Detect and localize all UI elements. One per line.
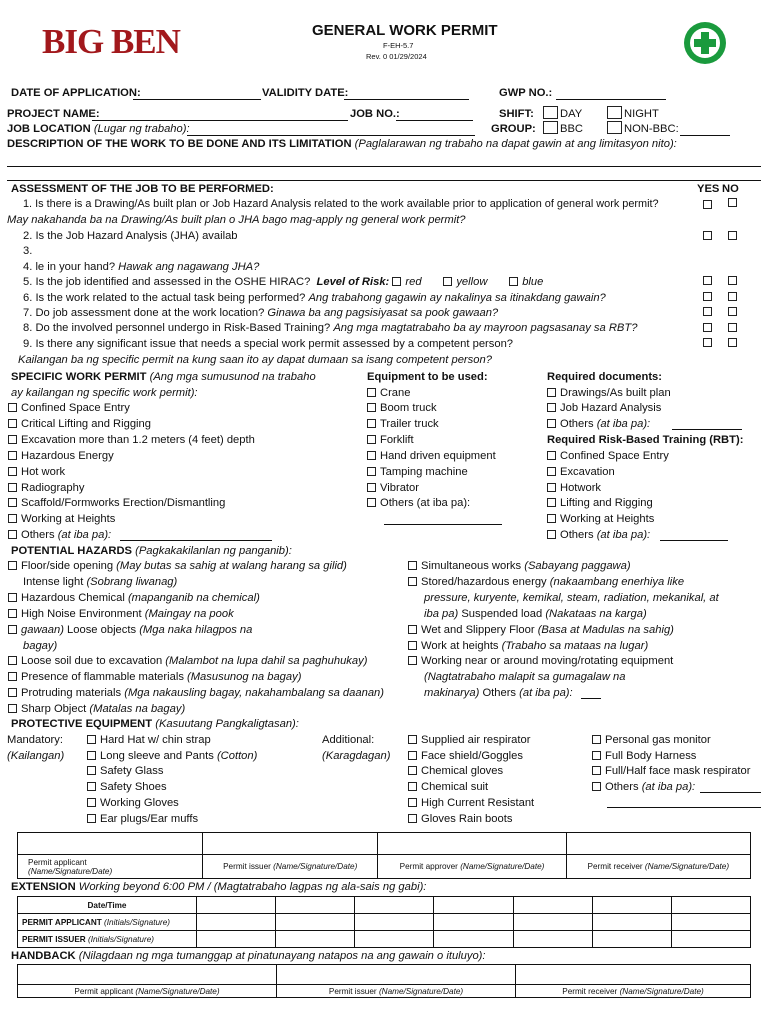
checkbox[interactable] [408,656,417,665]
checkbox[interactable] [408,766,417,775]
risk-yellow-checkbox[interactable] [443,277,452,286]
risk-red-checkbox[interactable] [392,277,401,286]
hazard-item[interactable]: Simultaneous works (Sabayang paggawa) [408,560,631,573]
extension-cell[interactable] [592,931,671,948]
extension-cell[interactable] [513,931,592,948]
hazard-item[interactable]: Wet and Slippery Floor (Basa at Madulas na sahig) [408,624,674,637]
checkbox[interactable] [408,782,417,791]
description-input[interactable] [7,166,761,167]
additional-label: Additional: [322,734,375,746]
q8-yes-checkbox[interactable] [703,323,712,332]
rbt-item[interactable]: Working at Heights [547,513,654,526]
extension-applicant-label: PERMIT APPLICANT (Initials/Signature) [18,914,197,931]
question-9: 9. Is there any significant issue that needs a special work permit assessed by a competent person? [23,338,514,350]
checkbox[interactable] [367,403,376,412]
ppe-additional-item[interactable]: Supplied air respirator [408,734,530,747]
question-6: 6. Is the work related to the actual task being performed? Ang trabahong gagawin ay nakalinya sa itinakdang gawain? [23,292,606,304]
extension-table [17,896,751,948]
checkbox[interactable] [8,561,17,570]
checkbox[interactable] [367,498,376,507]
ppe-additional-item[interactable]: Gloves Rain boots [408,813,512,826]
rbt-item[interactable]: Excavation [547,466,615,479]
validity-date-input[interactable] [344,99,469,100]
permit-receiver-label: Permit receiver (Name/Signature/Date) [566,855,750,879]
q8-no-checkbox[interactable] [728,323,737,332]
q5-yes-checkbox[interactable] [703,276,712,285]
extension-cell[interactable] [434,931,513,948]
safety-badge-icon [684,22,726,64]
ppe-title: PROTECTIVE EQUIPMENT (Kasuutang Pangkaligtasan): [11,718,299,730]
gwp-no-input[interactable] [556,99,666,100]
project-name-label: PROJECT NAME: [7,108,100,120]
group-nonbbc-input[interactable] [680,135,730,136]
checkbox[interactable] [547,530,556,539]
checkbox[interactable] [607,121,622,134]
handback-issuer-label: Permit issuer (Name/Signature/Date) [277,985,516,998]
rbt-item[interactable]: Lifting and Rigging [547,497,653,510]
equipment-item[interactable]: Trailer truck [367,418,439,431]
group-nonbbc-label: NON-BBC: [624,123,679,135]
company-logo [42,22,180,62]
q9-yes-checkbox[interactable] [703,338,712,347]
checkbox[interactable] [8,593,17,602]
hazard-item-cont: bagay) [23,640,58,652]
checkbox[interactable] [547,419,556,428]
equipment-others-input[interactable] [384,524,502,525]
extension-cell[interactable] [513,897,592,914]
checkbox[interactable] [408,577,417,586]
hazard-item-cont: Intense light (Sobrang liwanag) [23,576,178,588]
extension-cell[interactable] [355,931,434,948]
checkbox[interactable] [8,609,17,618]
shift-day-option[interactable] [543,106,582,121]
job-location-label: JOB LOCATION (Lugar ng trabaho): [7,123,190,135]
required-docs-title: Required documents: [547,371,662,383]
checkbox[interactable] [8,403,17,412]
hazard-item[interactable]: Working near or around moving/rotating equipment [408,655,673,668]
checkbox[interactable] [8,498,17,507]
checkbox[interactable] [408,814,417,823]
hazard-item[interactable]: Loose soil due to excavation (Malambot na lupa dahil sa paghuhukay) [8,655,367,668]
checkbox[interactable] [367,467,376,476]
specific-permit-others[interactable]: Others (at iba pa): [8,529,111,542]
ppe-mandatory-item[interactable]: Safety Shoes [87,781,167,794]
q6-no-checkbox[interactable] [728,292,737,301]
question-8: 8. Do the involved personnel undergo in Risk-Based Training? Ang mga magtatrabaho ba ay mayroon pagsasanay sa RBT? [23,322,638,334]
hazard-item[interactable]: Work at heights (Trabaho sa mataas na lugar) [408,640,648,653]
ppe-additional-item[interactable]: Chemical gloves [408,765,503,778]
signature-cell[interactable] [203,833,378,855]
rbt-item[interactable]: Hotwork [547,482,601,495]
ppe-mandatory-item[interactable]: Ear plugs/Ear muffs [87,813,198,826]
required-doc-item[interactable]: Job Hazard Analysis [547,402,661,415]
signature-cell[interactable] [18,833,203,855]
ppe-others-input-2[interactable] [607,807,761,808]
description-label: DESCRIPTION OF THE WORK TO BE DONE AND ITS LIMITATION (Paglalarawan ng trabaho na dapat gawin at ang limitasyon nito): [7,138,677,150]
hazard-item[interactable]: Protruding materials (Mga nakausling bagay, nakahambalang sa daanan) [8,687,384,700]
checkbox[interactable] [367,388,376,397]
ppe-mandatory-item[interactable]: Working Gloves [87,797,179,810]
checkbox[interactable] [547,451,556,460]
q2-yes-checkbox[interactable] [703,231,712,240]
ppe-mandatory-item[interactable]: Safety Glass [87,765,163,778]
q2-no-checkbox[interactable] [728,231,737,240]
job-no-input[interactable] [396,120,473,121]
hazard-item[interactable]: Floor/side opening (May butas sa sahig at walang harang sa gilid) [8,560,347,573]
checkbox[interactable] [547,403,556,412]
question-3: 3. [23,245,33,257]
checkbox[interactable] [408,735,417,744]
permit-issuer-label: Permit issuer (Name/Signature/Date) [203,855,378,879]
rbt-others[interactable]: Others (at iba pa): [547,529,650,542]
extension-cell[interactable] [671,897,750,914]
q6-yes-checkbox[interactable] [703,292,712,301]
handback-cell[interactable] [18,965,277,985]
form-title: GENERAL WORK PERMIT [312,22,498,39]
specific-permit-item[interactable]: Working at Heights [8,513,115,526]
equipment-item[interactable]: Crane [367,387,410,400]
checkbox[interactable] [367,419,376,428]
checkbox[interactable] [408,561,417,570]
ppe-mandatory-item[interactable]: Hard Hat w/ chin strap [87,734,211,747]
hazard-item[interactable]: High Noise Environment (Maingay na pook [8,608,234,621]
checkbox[interactable] [367,435,376,444]
hazard-item[interactable]: Stored/hazardous energy (nakaambang enerhiya like [408,576,684,589]
equipment-item[interactable]: Hand driven equipment [367,450,496,463]
checkbox[interactable] [592,735,601,744]
ppe-additional-item[interactable]: High Current Resistant [408,797,534,810]
question-9-tl: Kailangan ba ng specific permit na kung saan ito ay dapat dumaan sa isang competent person? [18,354,492,366]
extension-cell[interactable] [355,914,434,931]
question-7: 7. Do job assessment done at the work location? Ginawa ba ang pagsisiyasat sa pook gawaan? [23,307,499,319]
question-1: 1. Is there is a Drawing/As built plan or Job Hazard Analysis related to the work available prior to application of general work permit? [23,198,659,210]
hazard-item-cont: makinarya) Others (at iba pa): [424,687,573,699]
checkbox[interactable] [8,704,17,713]
checkbox[interactable] [8,672,17,681]
checkbox[interactable] [543,106,558,119]
extension-cell[interactable] [592,914,671,931]
ppe-additional-item[interactable]: Face shield/Goggles [408,750,523,763]
extension-cell[interactable] [671,931,750,948]
q7-yes-checkbox[interactable] [703,307,712,316]
q9-no-checkbox[interactable] [728,338,737,347]
handback-applicant-label: Permit applicant (Name/Signature/Date) [18,985,277,998]
checkbox[interactable] [8,688,17,697]
assessment-divider [7,180,761,181]
checkbox[interactable] [8,656,17,665]
extension-cell[interactable] [197,931,276,948]
checkbox[interactable] [592,751,601,760]
handback-table [17,964,751,998]
gwp-no-label: GWP NO.: [499,87,553,99]
group-bbc-label: BBC [560,123,584,135]
specific-permit-item[interactable]: Scaffold/Formworks Erection/Dismantling [8,497,225,510]
ppe-right-item[interactable]: Full Body Harness [592,750,696,763]
hazard-item-cont: (Nagtatrabaho malapit sa gumagalaw na [424,671,626,683]
hazards-title: POTENTIAL HAZARDS (Pagkakakilanlan ng panganib): [11,545,292,557]
extension-cell[interactable] [513,914,592,931]
specific-permit-item[interactable]: Hazardous Energy [8,450,114,463]
yes-header: YES [697,183,720,195]
permit-approver-label: Permit approver (Name/Signature/Date) [378,855,566,879]
hazard-item[interactable]: Hazardous Chemical (mapanganib na chemical) [8,592,260,605]
extension-cell[interactable] [434,897,513,914]
ppe-right-item[interactable]: Full/Half face mask respirator [592,765,750,778]
checkbox[interactable] [408,625,417,634]
mandatory-label-tl: (Kailangan) [7,750,65,762]
extension-cell[interactable] [276,897,355,914]
checkbox[interactable] [8,435,17,444]
equipment-item[interactable]: Vibrator [367,482,419,495]
specific-permit-item[interactable]: Radiography [8,482,84,495]
hazard-item[interactable]: Sharp Object (Matalas na bagay) [8,703,185,716]
question-1-tl: May nakahanda ba na Drawing/As built plan o JHA bago mag-apply ng general work permit? [7,214,466,226]
extension-title: EXTENSION Working beyond 6:00 PM / (Magtatrabaho lagpas ng ala-sais ng gabi): [11,881,427,893]
equipment-item[interactable]: Forklift [367,434,414,447]
handback-cell[interactable] [277,965,516,985]
specific-permit-item[interactable]: Confined Space Entry [8,402,130,415]
question-4: 4. le in your hand? Hawak ang nagawang JHA? [23,261,260,273]
shift-night-option[interactable] [607,106,659,121]
checkbox[interactable] [592,766,601,775]
extension-cell[interactable] [197,897,276,914]
hazard-others-input[interactable] [581,698,601,699]
checkbox[interactable] [547,498,556,507]
checkbox[interactable] [8,467,17,476]
checkbox[interactable] [607,106,622,119]
assessment-title: ASSESSMENT OF THE JOB TO BE PERFORMED: [11,183,274,195]
shift-day-label: DAY [560,108,583,120]
shift-night-label: NIGHT [624,108,659,120]
extension-cell[interactable] [434,914,513,931]
equipment-item[interactable]: Tamping machine [367,466,468,479]
hazard-item-cont: pressure, kuryente, kemikal, steam, radiation, mekanikal, at [424,592,719,604]
question-2: 2. Is the Job Hazard Analysis (JHA) availab [23,230,238,242]
required-doc-item[interactable]: Drawings/As built plan [547,387,671,400]
handback-receiver-label: Permit receiver (Name/Signature/Date) [516,985,751,998]
revision-text: Rev. 0 01/29/2024 [366,52,427,61]
q1-no-checkbox[interactable] [728,198,737,207]
handback-title: HANDBACK (Nilagdaan ng mga tumanggap at pinatunayang natapos na ang gawain o ituluyo): [11,950,486,962]
required-doc-others[interactable]: Others (at iba pa): [547,418,650,431]
q5-no-checkbox[interactable] [728,276,737,285]
extension-cell[interactable] [276,931,355,948]
group-bbc-option[interactable] [543,121,583,136]
checkbox[interactable] [367,483,376,492]
checkbox[interactable] [8,483,17,492]
job-no-label: JOB NO.: [350,108,400,120]
permit-applicant-label: Permit applicant (Name/Signature/Date) [18,855,203,879]
checkbox[interactable] [8,625,17,634]
checkbox[interactable] [87,751,96,760]
equipment-item[interactable]: Boom truck [367,402,437,415]
checkbox[interactable] [408,641,417,650]
checkbox[interactable] [87,782,96,791]
validity-date-label: VALIDITY DATE: [262,87,349,99]
specific-permit-others-input[interactable] [120,540,272,541]
extension-cell[interactable] [197,914,276,931]
specific-permit-title-tl: ay kailangan ng specific work permit): [11,387,198,399]
checkbox[interactable] [547,483,556,492]
handback-cell[interactable] [516,965,751,985]
ppe-others-input[interactable] [700,792,761,793]
checkbox[interactable] [547,467,556,476]
specific-permit-item[interactable]: Critical Lifting and Rigging [8,418,151,431]
rbt-item[interactable]: Confined Space Entry [547,450,669,463]
ppe-right-item[interactable]: Personal gas monitor [592,734,711,747]
checkbox[interactable] [547,388,556,397]
extension-cell[interactable] [276,914,355,931]
additional-label-tl: (Karagdagan) [322,750,391,762]
checkbox[interactable] [87,814,96,823]
checkbox[interactable] [8,419,17,428]
checkbox[interactable] [367,451,376,460]
equipment-others[interactable]: Others (at iba pa): [367,497,470,510]
group-label: GROUP: [491,123,536,135]
checkbox[interactable] [408,751,417,760]
question-5: 5. Is the job identified and assessed in the OSHE HIRAC? Level of Risk: red yellow blue [23,276,544,288]
specific-permit-item[interactable]: Hot work [8,466,65,479]
mandatory-label: Mandatory: [7,734,63,746]
date-of-application-label: DATE OF APPLICATION: [11,87,141,99]
checkbox[interactable] [87,735,96,744]
group-nonbbc-option[interactable] [607,121,679,136]
logo-text: BIG BEN [42,22,180,61]
checkbox[interactable] [87,798,96,807]
no-header: NO [722,183,739,195]
specific-permit-title: SPECIFIC WORK PERMIT (Ang mga sumusunod na trabaho [11,371,316,383]
extension-date-label: Date/Time [18,897,197,914]
extension-cell[interactable] [355,897,434,914]
doc-code: F-EH-5.7 [383,41,414,50]
ppe-others[interactable]: Others (at iba pa): [592,781,695,794]
checkbox[interactable] [543,121,558,134]
checkbox[interactable] [87,766,96,775]
checkbox[interactable] [8,514,17,523]
risk-blue-checkbox[interactable] [509,277,518,286]
extension-issuer-label: PERMIT ISSUER (Initials/Signature) [18,931,197,948]
project-name-input[interactable] [92,120,348,121]
hazard-item[interactable]: Presence of flammable materials (Masusunog na bagay) [8,671,301,684]
equipment-title: Equipment to be used: [367,371,488,383]
rbt-others-input[interactable] [660,540,728,541]
job-location-input[interactable] [187,135,475,136]
checkbox[interactable] [8,530,17,539]
extension-cell[interactable] [671,914,750,931]
ppe-additional-item[interactable]: Chemical suit [408,781,488,794]
q7-no-checkbox[interactable] [728,307,737,316]
signature-table [17,832,751,879]
date-of-application-input[interactable] [133,99,261,100]
specific-permit-item[interactable]: Excavation more than 1.2 meters (4 feet) depth [8,434,255,447]
ppe-mandatory-item[interactable]: Long sleeve and Pants (Cotton) [87,750,257,763]
checkbox[interactable] [592,782,601,791]
checkbox[interactable] [408,798,417,807]
checkbox[interactable] [8,451,17,460]
q1-yes-checkbox[interactable] [703,200,712,209]
hazard-item-cont: iba pa) Suspended load (Nakataas na karga) [424,608,647,620]
extension-cell[interactable] [592,897,671,914]
signature-cell[interactable] [378,833,566,855]
hazard-item[interactable]: gawaan) Loose objects (Mga naka hilagpos na [8,624,252,637]
signature-cell[interactable] [566,833,750,855]
shift-label: SHIFT: [499,108,534,120]
checkbox[interactable] [547,514,556,523]
rbt-title: Required Risk-Based Training (RBT): [547,434,744,446]
required-doc-others-input[interactable] [672,429,742,430]
